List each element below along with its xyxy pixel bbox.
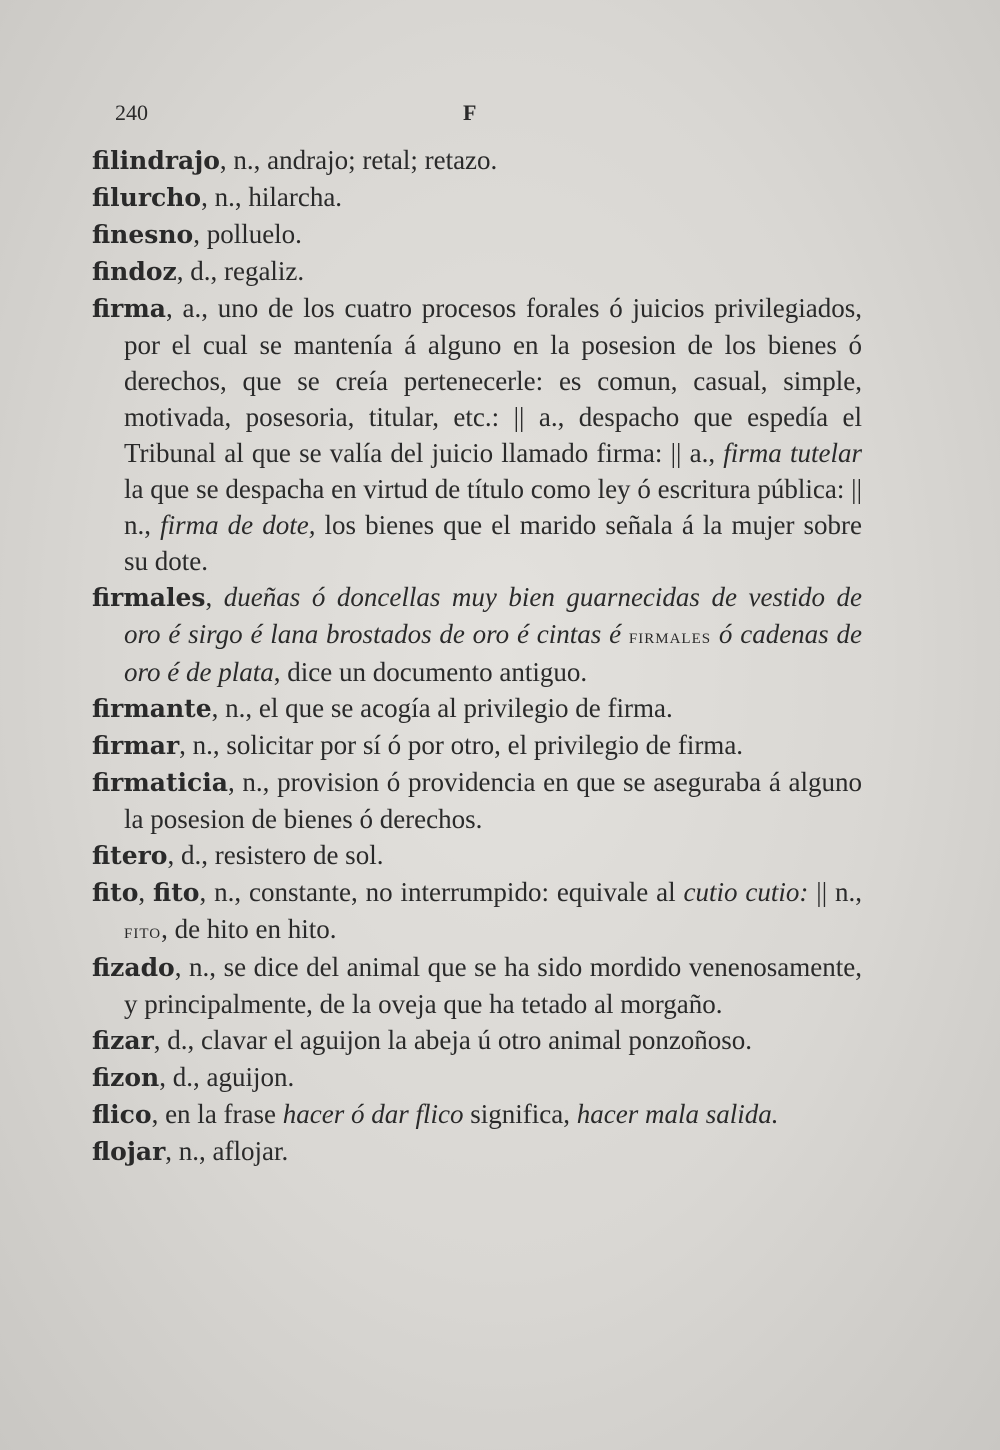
headword: firmales [92, 583, 206, 612]
definition: , d., regaliz. [176, 256, 305, 286]
small-caps-word: firmales [628, 623, 712, 648]
headword: firma [92, 294, 166, 323]
section-letter: F [463, 100, 477, 125]
entry-filurcho [92, 179, 862, 216]
italic-phrase: firma tutelar [723, 438, 862, 468]
definition-cont: || n., [808, 877, 862, 907]
entry-firmar [92, 727, 862, 764]
headword: fitero [92, 841, 168, 870]
definition: , en la frase [151, 1099, 283, 1129]
definition: , n., solicitar por sí ó por otro, el privilegio de firma. [179, 730, 744, 760]
entry-firma [92, 290, 862, 579]
definition-cont: los bienes que el marido señala á la mujer sobre su dote. [124, 510, 862, 576]
definition: , n., provision ó providencia en que se aseguraba á alguno la posesion de bienes ó derechos. [124, 767, 862, 834]
headword: flico [92, 1100, 152, 1129]
entry-firmales [92, 579, 862, 690]
headword: filindrajo [92, 146, 220, 175]
headword: flojar [92, 1137, 166, 1166]
definition: , n., andrajo; retal; retazo. [219, 145, 498, 175]
definition: , n., se dice del animal que se ha sido mordido venenosamente, y principalmente, de la oveja que ha tetado al morgaño. [124, 952, 862, 1019]
definition: , polluelo. [193, 219, 302, 249]
entry-flojar [92, 1133, 862, 1170]
small-caps-word: fito [124, 918, 162, 943]
entry-list [92, 142, 862, 1170]
headword: firmante [92, 694, 212, 723]
headword: firmaticia [92, 768, 228, 797]
entry-firmante [92, 690, 862, 727]
headword: fizar [92, 1026, 154, 1055]
italic-quote: dueñas ó doncellas muy bien guarnecidas de vestido de oro é sirgo é lana brostados de oro é cintas é [124, 582, 862, 649]
definition-cont: , dice un documento antiguo. [273, 657, 588, 687]
separator: , [138, 877, 154, 907]
definition: , a., uno de los cuatro procesos forales ó juicios privilegiados, por el cual se mantenía á alguno en la posesion de los bienes ó derechos, que se creía pertenecerle: es comun, casual, simple, motivada, posesoria, titular, etc.: || a., despacho que espedía el Tribunal al que se valía del juicio llamado firma: || a., [124, 293, 862, 468]
definition: , n., hilarcha. [201, 182, 343, 212]
italic-phrase: hacer mala salida. [576, 1099, 779, 1129]
entry-filindrajo [92, 142, 862, 179]
definition: , n., constante, no interrumpido: equivale al [199, 877, 684, 907]
page-number: 240 [115, 100, 148, 125]
entry-fizar [92, 1022, 862, 1059]
italic-phrase: cutio cutio: [683, 877, 809, 907]
entry-fito [92, 874, 862, 949]
headword: filurcho [92, 183, 202, 212]
definition: , d., resistero de sol. [167, 840, 384, 870]
entry-fizado [92, 949, 862, 1022]
headword: fizon [92, 1063, 160, 1092]
definition-cont: la que se despacha en virtud de título como ley ó escritura pública: || n., [124, 474, 862, 540]
headword-variant: fito [153, 878, 200, 907]
entry-findoz [92, 253, 862, 290]
entry-flico [92, 1096, 862, 1133]
definition: , n., el que se acogía al privilegio de firma. [211, 693, 673, 723]
definition-cont: , de hito en hito. [161, 914, 337, 944]
entry-firmaticia [92, 764, 862, 837]
headword: fito [92, 878, 139, 907]
page-header [115, 100, 495, 132]
definition: , d., aguijon. [159, 1062, 295, 1092]
headword: fizado [92, 953, 175, 982]
italic-quote: ó cadenas de oro é de plata [124, 619, 862, 687]
headword: firmar [92, 731, 180, 760]
italic-phrase: hacer ó dar flico [282, 1099, 464, 1129]
italic-phrase: firma de dote, [160, 510, 316, 540]
headword: findoz [92, 257, 177, 286]
entry-fizon [92, 1059, 862, 1096]
definition-cont: significa, [463, 1099, 577, 1129]
definition: , n., aflojar. [165, 1136, 289, 1166]
headword: finesno [92, 220, 194, 249]
definition: , d., clavar el aguijon la abeja ú otro animal ponzoñoso. [153, 1025, 753, 1055]
entry-fitero [92, 837, 862, 874]
entry-finesno [92, 216, 862, 253]
definition: , [205, 582, 224, 612]
